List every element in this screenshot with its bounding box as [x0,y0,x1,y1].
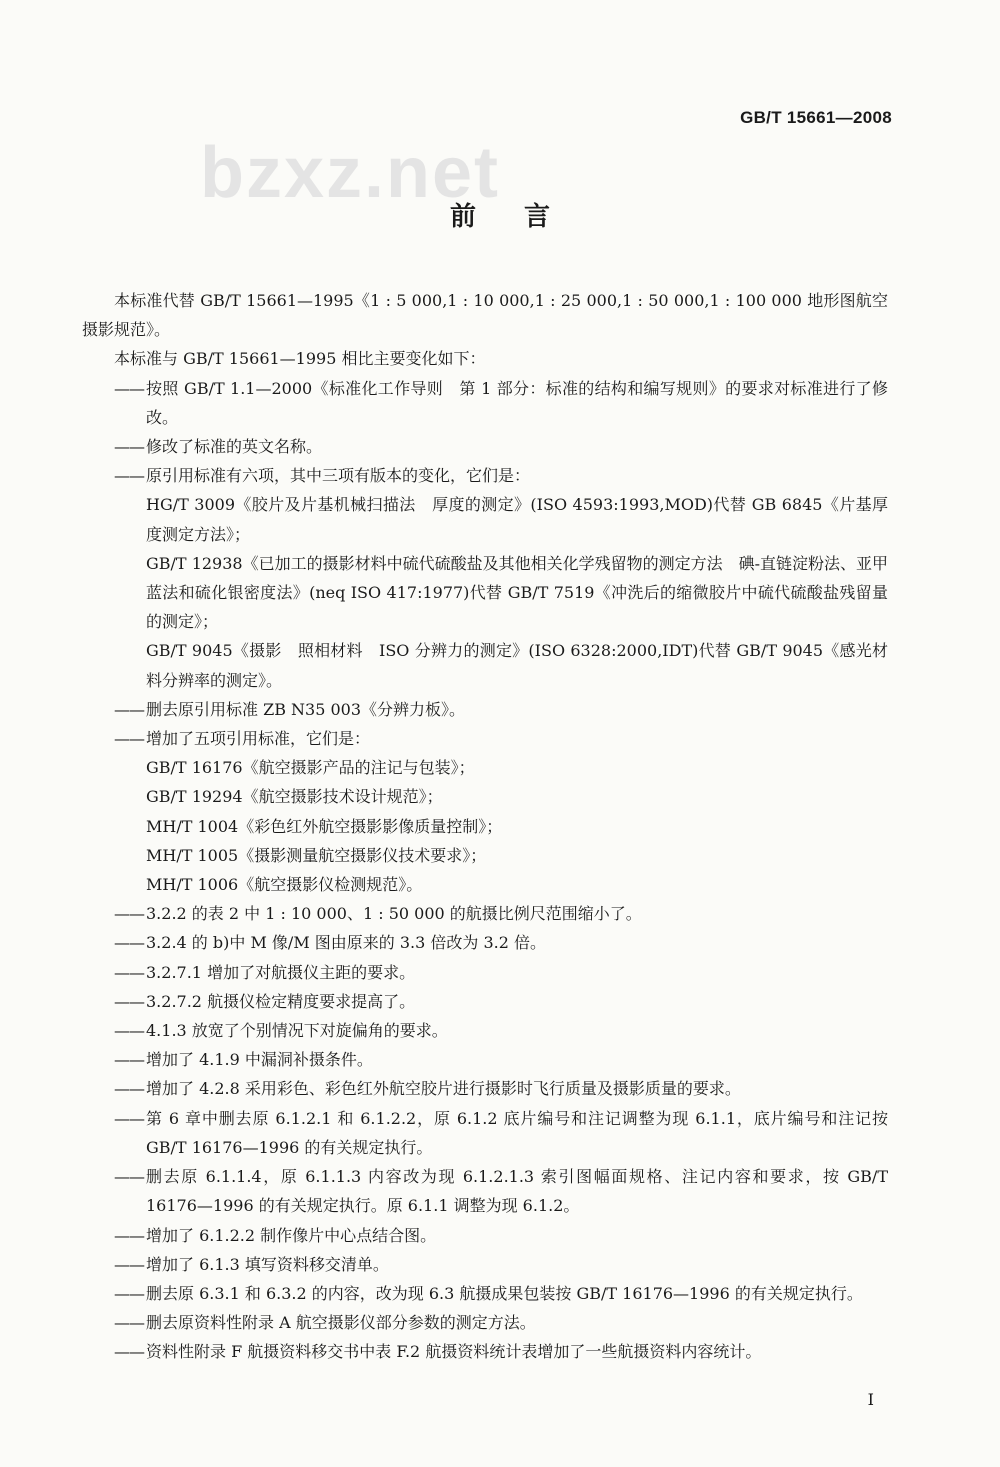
dash-marker: —— [114,437,144,457]
change-item [82,1337,888,1366]
foreword-body [82,286,888,1367]
change-item [82,1016,888,1045]
change-item [82,958,888,987]
dash-marker: —— [114,1021,144,1041]
dash-marker: —— [114,1079,144,1099]
intro-paragraph: 本标准与 GB/T 15661—1995 相比主要变化如下： [114,349,486,369]
change-text: 3.2.2 的表 2 中 1 : 10 000、1 : 50 000 的航摄比例尺范围缩小了。 [146,904,642,924]
page-number: I [867,1390,874,1409]
change-text: 增加了 6.1.2.2 制作像片中心点结合图。 [146,1225,437,1245]
dash-marker: —— [114,729,144,749]
referenced-standard: HG/T 3009《胶片及片基机械扫描法 厚度的测定》(ISO 4593:1993,MOD)代替 GB 6845《片基厚度测定方法》； [146,495,888,544]
dash-marker: —— [114,1225,144,1245]
change-text: 第 6 章中删去原 6.1.2.1 和 6.1.2.2，原 6.1.2 底片编号和注记调整为现 6.1.1，底片编号和注记按 GB/T 16176—1996 的有关规定执行。 [146,1108,888,1157]
dash-marker: —— [114,1342,144,1362]
change-item [82,987,888,1016]
dash-marker: —— [114,962,144,982]
referenced-standard: GB/T 12938《已加工的摄影材料中硫代硫酸盐及其他相关化学残留物的测定方法 碘-直链淀粉法、亚甲蓝法和硫化银密度法》(neq ISO 417:1977)代替 GB/T 7519《冲洗后的缩微胶片中硫代硫酸盐残留量的测定》； [146,553,888,632]
standard-code: GB/T 15661—2008 [740,108,892,127]
change-item [82,432,888,461]
dash-marker: —— [114,1167,144,1187]
change-text: 4.1.3 放宽了个别情况下对旋偏角的要求。 [146,1021,448,1041]
dash-marker: —— [114,933,144,953]
referenced-standard: MH/T 1004《彩色红外航空摄影影像质量控制》； [146,816,503,836]
change-text: 增加了 4.1.9 中漏洞补摄条件。 [146,1050,373,1070]
referenced-standard: MH/T 1006《航空摄影仪检测规范》。 [146,875,423,895]
change-item [82,1104,888,1162]
watermark: bzxz.net [200,133,501,213]
dash-marker: —— [114,1313,144,1333]
dash-marker: —— [114,699,144,719]
dash-marker: —— [114,991,144,1011]
referenced-standard: GB/T 16176《航空摄影产品的注记与包装》； [146,758,475,778]
change-item [82,1162,888,1220]
dash-marker: —— [114,378,144,398]
change-text: 按照 GB/T 1.1—2000《标准化工作导则 第 1 部分：标准的结构和编写规则》的要求对标准进行了修改。 [146,378,888,427]
change-item [82,461,888,490]
change-text: 3.2.7.1 增加了对航摄仪主距的要求。 [146,962,416,982]
page-title: 前言 [449,202,598,232]
change-item [82,374,888,432]
referenced-standard: GB/T 19294《航空摄影技术设计规范》； [146,787,443,807]
change-text: 删去原引用标准 ZB N35 003《分辨力板》。 [146,699,466,719]
change-item [82,899,888,928]
change-text: 3.2.4 的 b)中 M 像/M 图由原来的 3.3 倍改为 3.2 倍。 [146,933,547,953]
change-text: 3.2.7.2 航摄仪检定精度要求提高了。 [146,991,416,1011]
change-text: 增加了五项引用标准，它们是： [146,729,371,749]
referenced-standard: MH/T 1005《摄影测量航空摄影仪技术要求》； [146,845,487,865]
dash-marker: —— [114,1283,144,1303]
dash-marker: —— [114,1254,144,1274]
change-text: 增加了 6.1.3 填写资料移交清单。 [146,1254,389,1274]
dash-marker: —— [114,1050,144,1070]
referenced-standard: GB/T 9045《摄影 照相材料 ISO 分辨力的测定》(ISO 6328:2000,IDT)代替 GB/T 9045《感光材料分辨率的测定》。 [146,641,888,690]
dash-marker: —— [114,466,144,486]
dash-marker: —— [114,904,144,924]
change-text: 资料性附录 F 航摄资料移交书中表 F.2 航摄资料统计表增加了一些航摄资料内容统计。 [146,1342,762,1362]
change-text: 删去原 6.1.1.4，原 6.1.1.3 内容改为现 6.1.2.1.3 索引图幅面规格、注记内容和要求，按 GB/T 16176—1996 的有关规定执行。原 6.1.1 调整为现 6.1.2。 [146,1167,888,1216]
dash-marker: —— [114,1108,144,1128]
change-item [82,695,888,724]
change-item [82,1074,888,1103]
change-item [82,724,888,753]
change-item [82,1221,888,1250]
intro-paragraph: 本标准代替 GB/T 15661—1995《1 : 5 000,1 : 10 000,1 : 25 000,1 : 50 000,1 : 100 000 地形图航空摄影规范》。 [82,291,888,340]
change-text: 修改了标准的英文名称。 [146,437,323,457]
change-item [82,1045,888,1074]
change-item [82,1250,888,1279]
change-text: 删去原 6.3.1 和 6.3.2 的内容，改为现 6.3 航摄成果包装按 GB/T 16176—1996 的有关规定执行。 [146,1283,863,1303]
change-text: 删去原资料性附录 A 航空摄影仪部分参数的测定方法。 [146,1313,536,1333]
change-item [82,928,888,957]
change-item [82,1279,888,1308]
change-text: 原引用标准有六项，其中三项有版本的变化，它们是： [146,466,531,486]
change-item [82,1308,888,1337]
change-text: 增加了 4.2.8 采用彩色、彩色红外航空胶片进行摄影时飞行质量及摄影质量的要求。 [146,1079,741,1099]
